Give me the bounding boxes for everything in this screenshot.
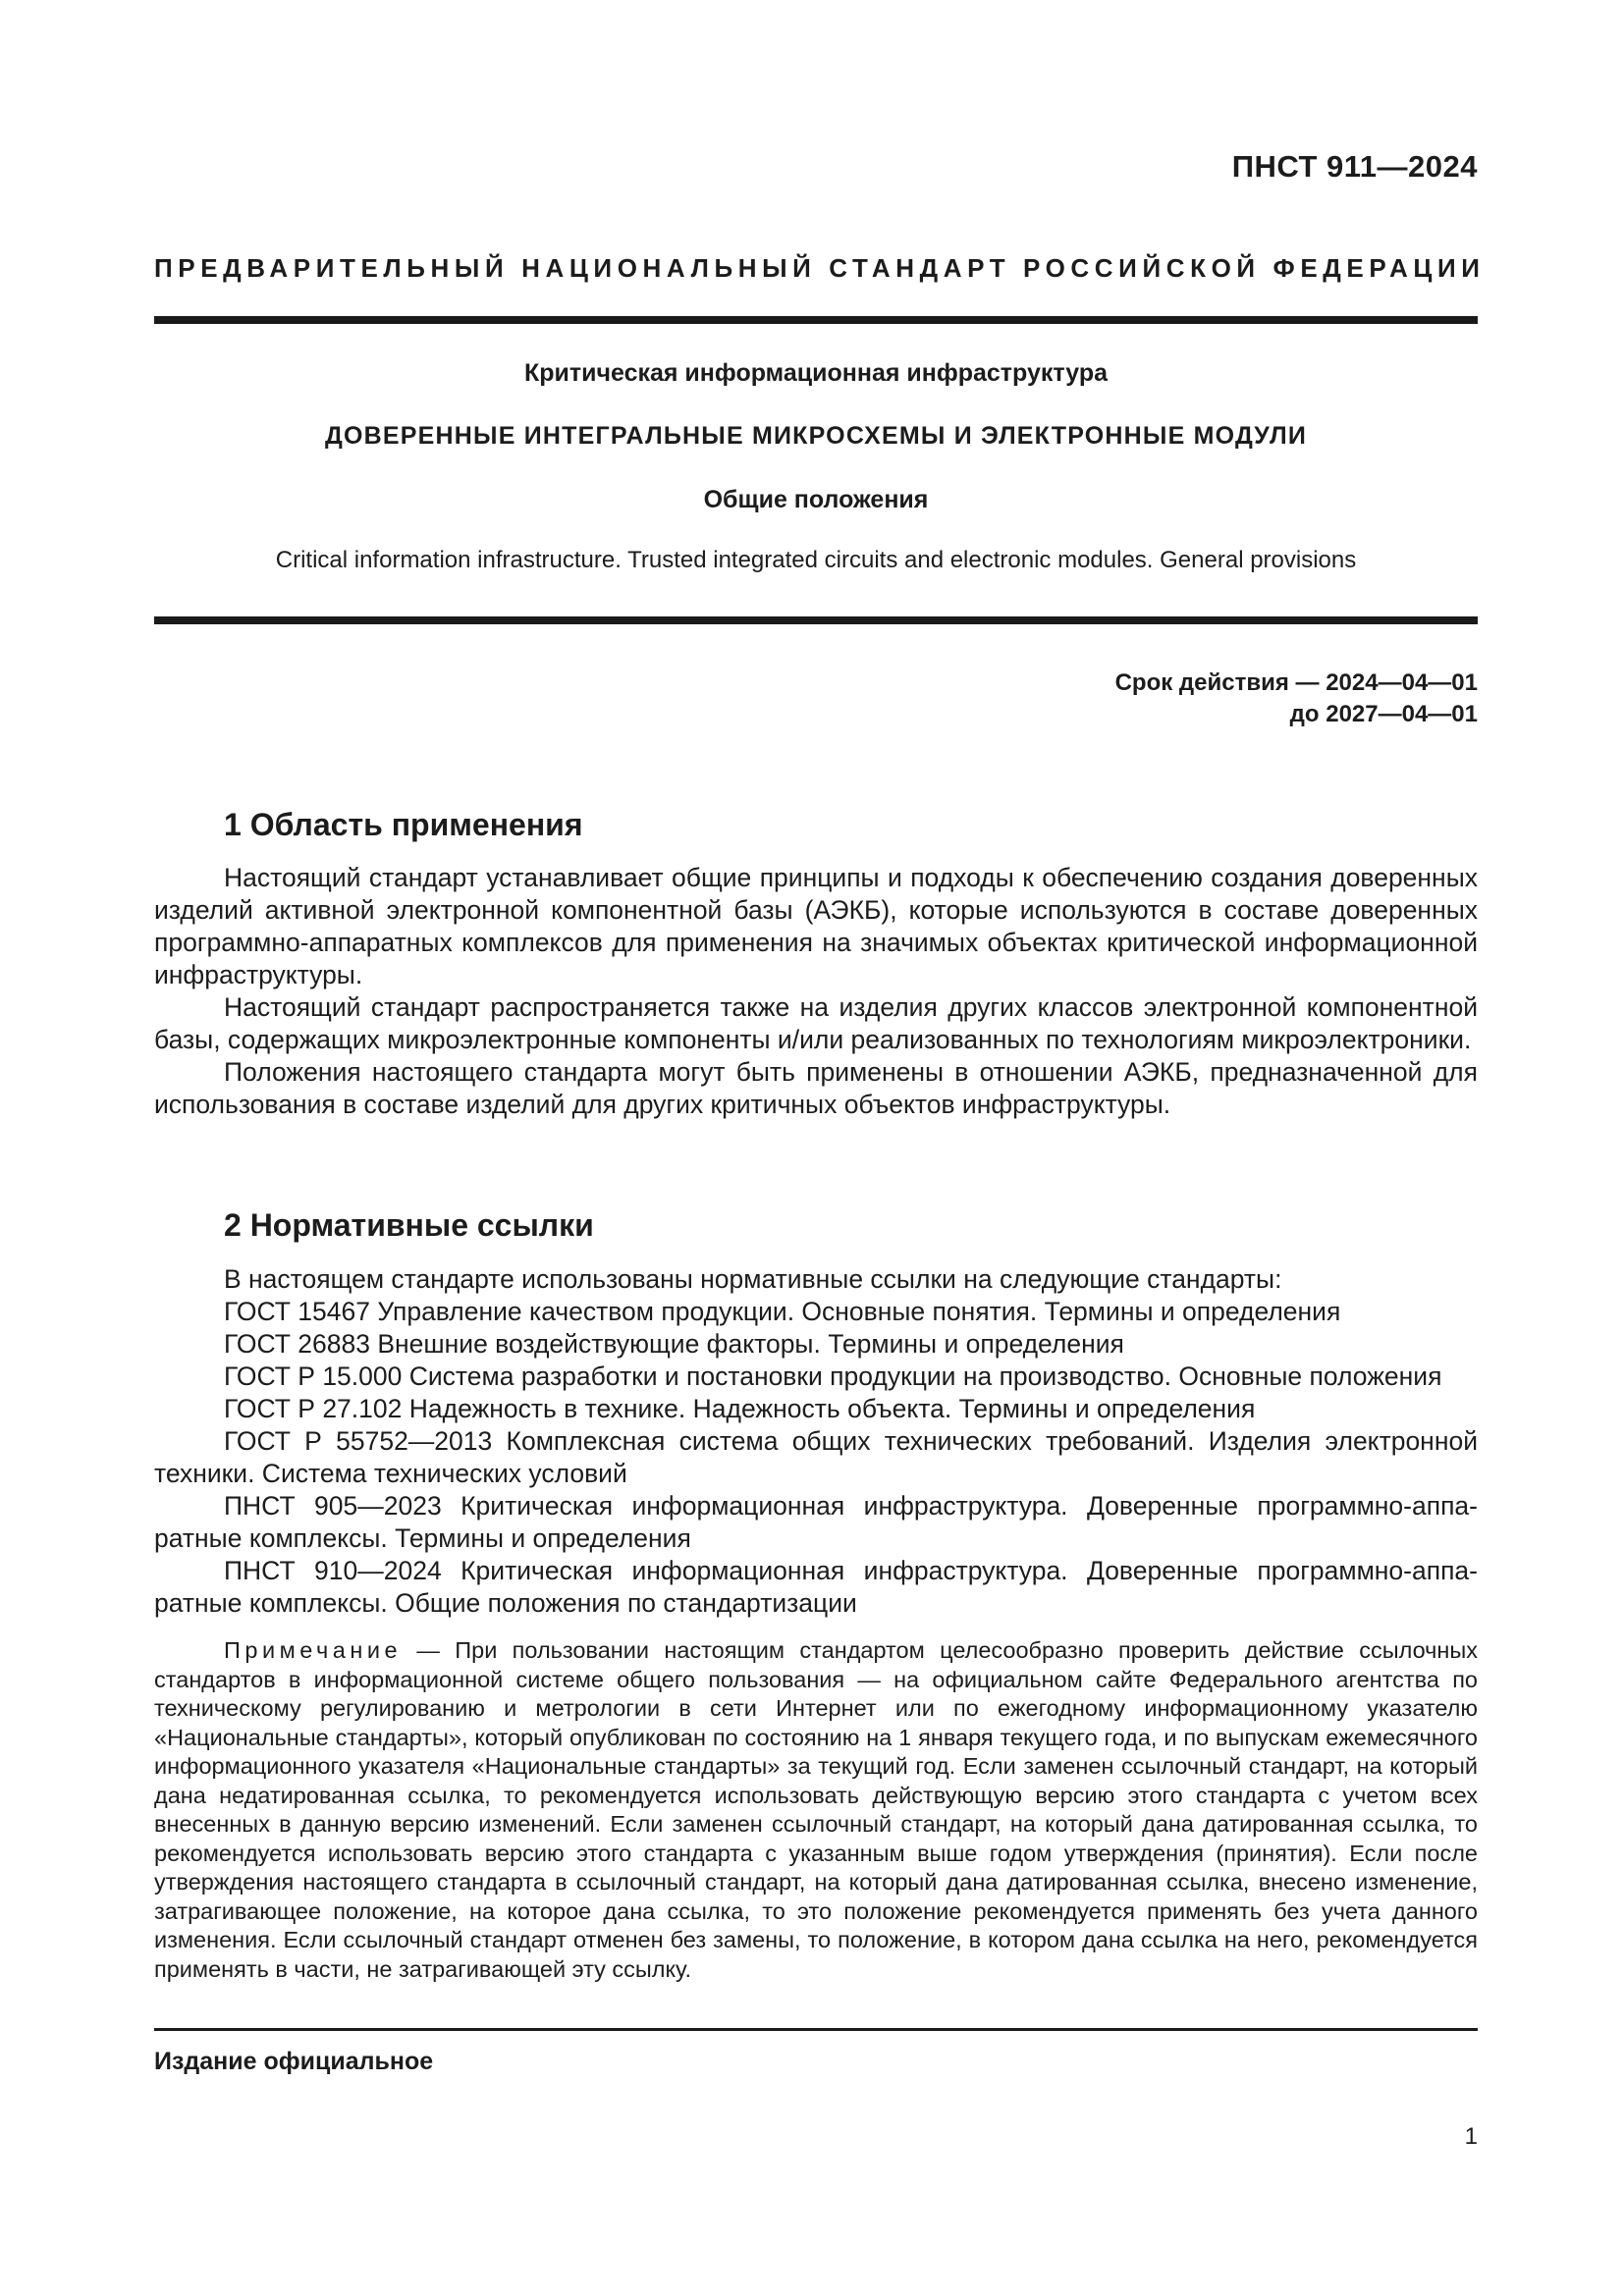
section-1-paragraph: Настоящий стандарт устанавливает общие принципы и подходы к обеспечению создания доверенных изделий активной электронной компонентной базы (АЭКБ), которые используются в составе доверенных программно-аппаратных комплексов для применения на значимых объектах критической информационной инфраструктуры. <box>154 863 1478 989</box>
section-1-paragraph: Настоящий стандарт распространяется также на изделия других классов электронной компонентной базы, содержащих микроэлектронные компоненты и/или реализованных по технологиям микроэлектроники. <box>154 992 1478 1054</box>
section-2-heading: 2 Нормативные ссылки <box>224 1207 594 1243</box>
document-code: ПНСТ 911—2024 <box>1231 149 1478 184</box>
note-text: — При пользовании настоящим стандартом целесообразно проверить действие ссылочных стандартов в информационной системе общего пользования — на официальном сайте Федерального агентства по техническому регулированию и метрологии в сети Интернет или по ежегодному информационному указателю «Национальные стандарты», который опубликован по состоянию на 1 января текущего года, и по выпускам ежемесячного информационного указателя «Национальные стандарты» за текущий год. Если заменен ссылочный стандарт, на который дана недатированная ссылка, то рекомендуется использовать действующую версию этого стандарта с учетом всех внесенных в данную версию изменений. Если заменен ссылочный стандарт, на который дана датированная ссылка, то рекомендуется использовать версию этого стандарта с указанным выше годом утверждения (принятия). Если после утверждения настоящего стандарта в ссылочный стандарт, на который дана датированная ссылка, внесено изменение, затрагивающее положение, на которое дана ссылка, то это положение рекомендуется применять без учета данного изменения. Если ссылочный стандарт отменен без замены, то положение, в котором дана ссылка на него, рекомендуется применять в части, не затрагивающей эту ссылку. <box>154 1637 1478 1982</box>
official-edition-label: Издание официальное <box>154 2048 434 2075</box>
reference-item: ГОСТ Р 27.102 Надежность в технике. Надежность объекта. Термины и определения <box>224 1394 1256 1423</box>
title-divider <box>154 616 1478 624</box>
section-1-body <box>154 862 1478 1121</box>
section-1-heading: 1 Область применения <box>224 807 583 842</box>
note-block <box>154 1636 1478 1984</box>
document-main-title: ДОВЕРЕННЫЕ ИНТЕГРАЛЬНЫЕ МИКРОСХЕМЫ И ЭЛЕКТРОННЫЕ МОДУЛИ <box>325 422 1307 450</box>
reference-item: ГОСТ Р 15.000 Система разработки и постановки продукции на производство. Основные положения <box>224 1362 1442 1391</box>
reference-item: ГОСТ Р 55752—2013 Комплексная система общих технических требований. Изделия электронной техники. Система технических условий <box>154 1426 1478 1488</box>
reference-item: ПНСТ 905—2023 Критическая информационная инфраструктура. Доверенные программно-аппаратные комплексы. Термины и определения <box>154 1491 1478 1553</box>
section-1-paragraph: Положения настоящего стандарта могут быть применены в отношении АЭКБ, предназначенной для использования в составе изделий для других критичных объектов инфраструктуры. <box>154 1057 1478 1119</box>
validity-end: до 2027—04—01 <box>1289 701 1478 727</box>
english-title: Critical information infrastructure. Trusted integrated circuits and electronic modules. General provisions <box>275 547 1357 573</box>
top-divider <box>154 316 1478 324</box>
page-number: 1 <box>1464 2123 1478 2150</box>
reference-item: ПНСТ 910—2024 Критическая информационная инфраструктура. Доверенные программно-аппаратные комплексы. Общие положения по стандартизации <box>154 1556 1478 1618</box>
document-subtitle: Критическая информационная инфраструктура <box>523 359 1109 387</box>
reference-item: ГОСТ 26883 Внешние воздействующие факторы. Термины и определения <box>224 1329 1124 1359</box>
validity-start: Срок действия — 2024—04—01 <box>1114 669 1478 696</box>
validity-period <box>1115 667 1478 730</box>
reference-item: ГОСТ 15467 Управление качеством продукции. Основные понятия. Термины и определения <box>224 1297 1341 1326</box>
document-part-title: Общие положения <box>703 486 929 513</box>
standard-type-heading: ПРЕДВАРИТЕЛЬНЫЙ НАЦИОНАЛЬНЫЙ СТАНДАРТ РОССИЙСКОЙ ФЕДЕРАЦИИ <box>154 253 1486 283</box>
references-intro: В настоящем стандарте использованы нормативные ссылки на следующие стандарты: <box>224 1264 1282 1294</box>
footer-divider <box>154 2028 1478 2031</box>
section-2-body <box>154 1263 1478 1620</box>
note-label: Примечание <box>224 1637 403 1663</box>
